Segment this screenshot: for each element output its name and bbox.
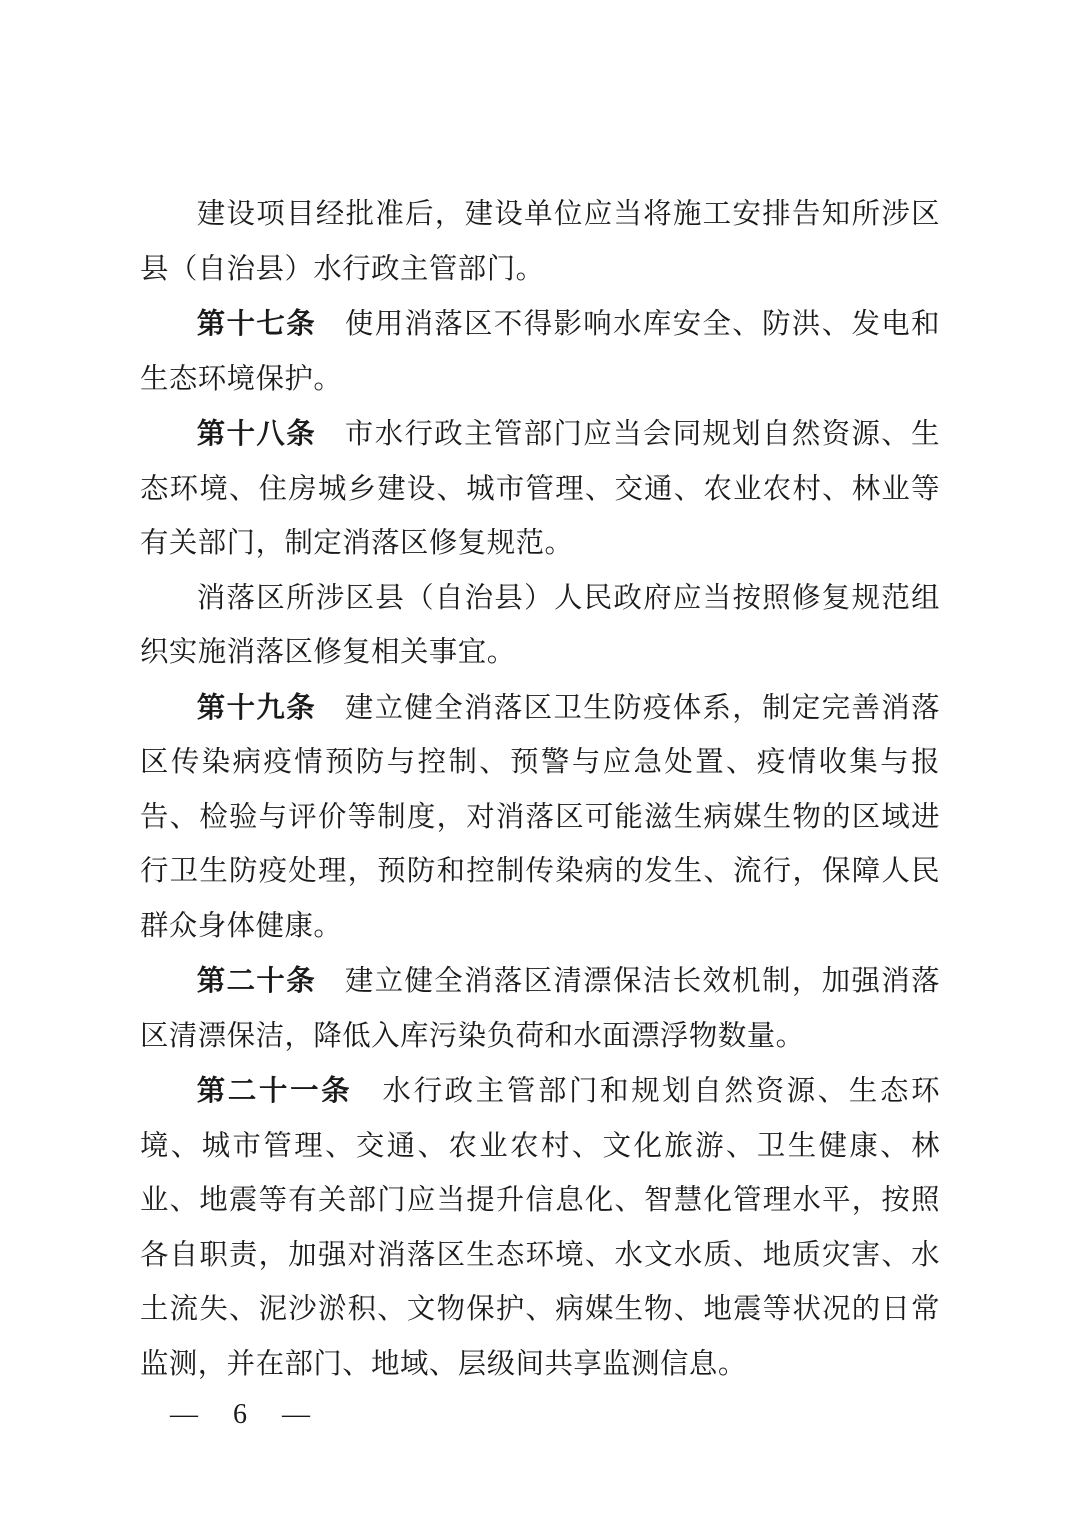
paragraph-text: 使用消落区不得影响水库安全、防洪、发电和生态环境保护。: [140, 307, 940, 395]
paragraph: [140, 187, 940, 296]
paragraph: [140, 571, 940, 680]
article-label: 第十八条: [196, 416, 316, 450]
body-text: [140, 187, 940, 1391]
article-label: 第二十条: [196, 963, 316, 997]
paragraph-text: 市水行政主管部门应当会同规划自然资源、生态环境、住房城乡建设、城市管理、交通、农业农村、林业等有关部门，制定消落区修复规范。: [140, 417, 940, 559]
paragraph-text: 建设项目经批准后，建设单位应当将施工安排告知所涉区县（自治县）水行政主管部门。: [140, 197, 940, 285]
paragraph: [140, 680, 940, 954]
paragraph-text: 建立健全消落区清漂保洁长效机制，加强消落区清漂保洁，降低入库污染负荷和水面漂浮物数量。: [140, 964, 940, 1052]
paragraph: [140, 953, 940, 1063]
article-label: 第十七条: [196, 306, 316, 340]
paragraph-text: 建立健全消落区卫生防疫体系，制定完善消落区传染病疫情预防与控制、预警与应急处置、疫情收集与报告、检验与评价等制度，对消落区可能滋生病媒生物的区域进行卫生防疫处理，预防和控制传染病的发生、流行，保障人民群众身体健康。: [140, 690, 940, 942]
paragraph: [140, 406, 940, 571]
article-label: 第十九条: [196, 689, 316, 724]
paragraph: [140, 296, 940, 406]
page-number: — 6 —: [170, 1399, 324, 1430]
paragraph-text: 水行政主管部门和规划自然资源、生态环境、城市管理、交通、农业农村、文化旅游、卫生健康、林业、地震等有关部门应当提升信息化、智慧化管理水平，按照各自职责，加强对消落区生态环境、水文水质、地质灾害、水土流失、泥沙淤积、文物保护、病媒生物、地震等状况的日常监测，并在部门、地域、层级间共享监测信息。: [140, 1074, 940, 1380]
paragraph-text: 消落区所涉区县（自治县）人民政府应当按照修复规范组织实施消落区修复相关事宜。: [140, 580, 940, 668]
article-label: 第二十一条: [196, 1073, 353, 1107]
paragraph: [140, 1063, 940, 1391]
